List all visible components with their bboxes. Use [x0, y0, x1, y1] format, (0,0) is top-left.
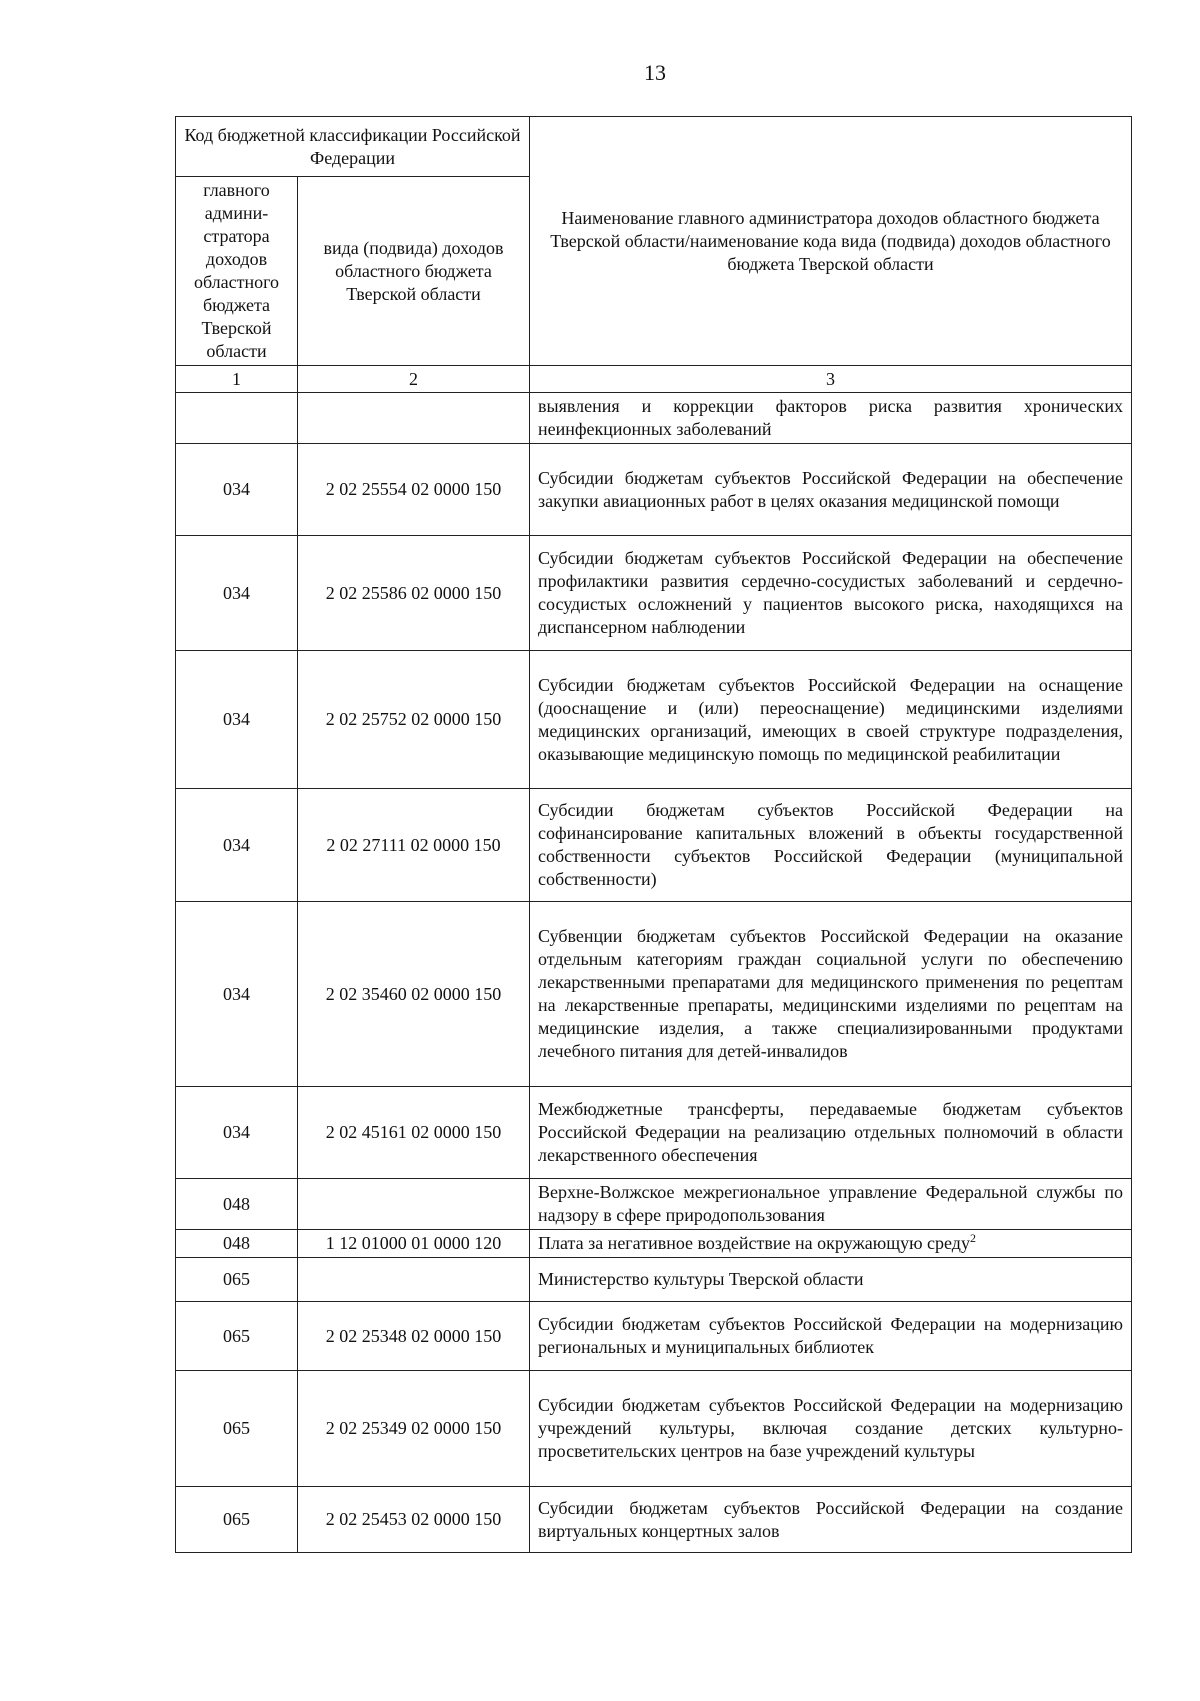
income-name-cell: Верхне-Волжское межрегиональное управление Федеральной службы по надзору в сфере природопользования [530, 1179, 1132, 1230]
table-row [176, 1371, 1132, 1487]
admin-code-cell: 048 [176, 1230, 298, 1258]
income-name-cell: Субсидии бюджетам субъектов Российской Федерации на модернизацию учреждений культуры, включая создание детских культурно-просветительских центров на базе учреждений культуры [530, 1371, 1132, 1487]
income-name-cell: Субвенции бюджетам субъектов Российской Федерации на оказание отдельным категориям граждан социальной услуги по обеспечению лекарственными препаратами для медицинского применения по рецептам на лекарственные препараты, медицинскими изделиями по рецептам на медицинские изделия, а также специализированными продуктами лечебного питания для детей-инвалидов [530, 902, 1132, 1087]
income-code-cell [298, 1258, 530, 1302]
admin-code-cell: 065 [176, 1371, 298, 1487]
income-name-cell: Субсидии бюджетам субъектов Российской Федерации на обеспечение профилактики развития сердечно-сосудистых заболеваний и сердечно-сосудистых осложнений у пациентов высокого риска, находящихся на диспансерном наблюдении [530, 536, 1132, 651]
table-row [176, 1179, 1132, 1230]
header-admin-line: бюджета [202, 295, 271, 315]
income-code-cell: 2 02 27111 02 0000 150 [298, 789, 530, 902]
income-name-cell [530, 1230, 1132, 1258]
table-row [176, 1230, 1132, 1258]
header-admin-line: Тверской [201, 318, 272, 338]
admin-code-cell: 034 [176, 444, 298, 536]
header-admin-line: доходов [205, 249, 268, 269]
header-admin-line: стратора [203, 226, 270, 246]
admin-code-cell: 065 [176, 1302, 298, 1371]
admin-code-cell: 034 [176, 1087, 298, 1179]
income-name-cell: Министерство культуры Тверской области [530, 1258, 1132, 1302]
table-row [176, 393, 1132, 444]
header-budget-code-group: Код бюджетной классификации Российской Федерации [176, 117, 530, 177]
table-row [176, 1302, 1132, 1371]
header-admin-line: области [206, 341, 267, 361]
admin-code-cell: 048 [176, 1179, 298, 1230]
table-row [176, 1258, 1132, 1302]
table-row [176, 536, 1132, 651]
table-row [176, 902, 1132, 1087]
admin-code-cell [176, 393, 298, 444]
income-code-cell: 2 02 25752 02 0000 150 [298, 651, 530, 789]
header-name-column: Наименование главного администратора доходов областного бюджета Тверской области/наименование кода вида (подвида) доходов областного бюджета Тверской области [530, 117, 1132, 366]
header-admin-line: главного [203, 180, 270, 200]
admin-code-cell: 065 [176, 1487, 298, 1553]
income-name-cell: Субсидии бюджетам субъектов Российской Федерации на создание виртуальных концертных залов [530, 1487, 1132, 1553]
income-code-cell: 2 02 25586 02 0000 150 [298, 536, 530, 651]
header-row-group [176, 117, 1132, 177]
income-name-cell: выявления и коррекции факторов риска развития хронических неинфекционных заболеваний [530, 393, 1132, 444]
income-code-cell: 1 12 01000 01 0000 120 [298, 1230, 530, 1258]
table-row [176, 651, 1132, 789]
admin-code-cell: 034 [176, 902, 298, 1087]
column-number-row [176, 366, 1132, 393]
income-code-cell: 2 02 25349 02 0000 150 [298, 1371, 530, 1487]
header-code-column: вида (подвида) доходов областного бюджета Тверской области [298, 177, 530, 366]
column-number: 3 [530, 366, 1132, 393]
admin-code-cell: 034 [176, 536, 298, 651]
column-number: 2 [298, 366, 530, 393]
column-number: 1 [176, 366, 298, 393]
table-row [176, 789, 1132, 902]
admin-code-cell: 065 [176, 1258, 298, 1302]
income-code-cell [298, 1179, 530, 1230]
footnote-marker: 2 [969, 1231, 976, 1245]
income-name-text: Плата за негативное воздействие на окружающую среду [538, 1233, 970, 1253]
table-row [176, 444, 1132, 536]
header-admin-line: админи- [204, 203, 269, 223]
table-row [176, 1087, 1132, 1179]
admin-code-cell: 034 [176, 651, 298, 789]
income-code-cell: 2 02 25554 02 0000 150 [298, 444, 530, 536]
budget-classification-table [175, 116, 1132, 1553]
header-admin-column [176, 177, 298, 366]
income-name-cell: Субсидии бюджетам субъектов Российской Федерации на софинансирование капитальных вложений в объекты государственной собственности субъектов Российской Федерации (муниципальной собственности) [530, 789, 1132, 902]
income-code-cell [298, 393, 530, 444]
page-number: 13 [644, 60, 666, 85]
table-row [176, 1487, 1132, 1553]
income-name-cell: Субсидии бюджетам субъектов Российской Федерации на обеспечение закупки авиационных работ в целях оказания медицинской помощи [530, 444, 1132, 536]
income-name-cell: Межбюджетные трансферты, передаваемые бюджетам субъектов Российской Федерации на реализацию отдельных полномочий в области лекарственного обеспечения [530, 1087, 1132, 1179]
header-admin-line: областного [193, 272, 280, 292]
income-code-cell: 2 02 25453 02 0000 150 [298, 1487, 530, 1553]
income-code-cell: 2 02 25348 02 0000 150 [298, 1302, 530, 1371]
income-name-cell: Субсидии бюджетам субъектов Российской Федерации на оснащение (дооснащение и (или) переоснащение) медицинскими изделиями медицинских организаций, имеющих в своей структуре подразделения, оказывающие медицинскую помощь по медицинской реабилитации [530, 651, 1132, 789]
income-code-cell: 2 02 45161 02 0000 150 [298, 1087, 530, 1179]
income-name-cell: Субсидии бюджетам субъектов Российской Федерации на модернизацию региональных и муниципальных библиотек [530, 1302, 1132, 1371]
income-code-cell: 2 02 35460 02 0000 150 [298, 902, 530, 1087]
admin-code-cell: 034 [176, 789, 298, 902]
